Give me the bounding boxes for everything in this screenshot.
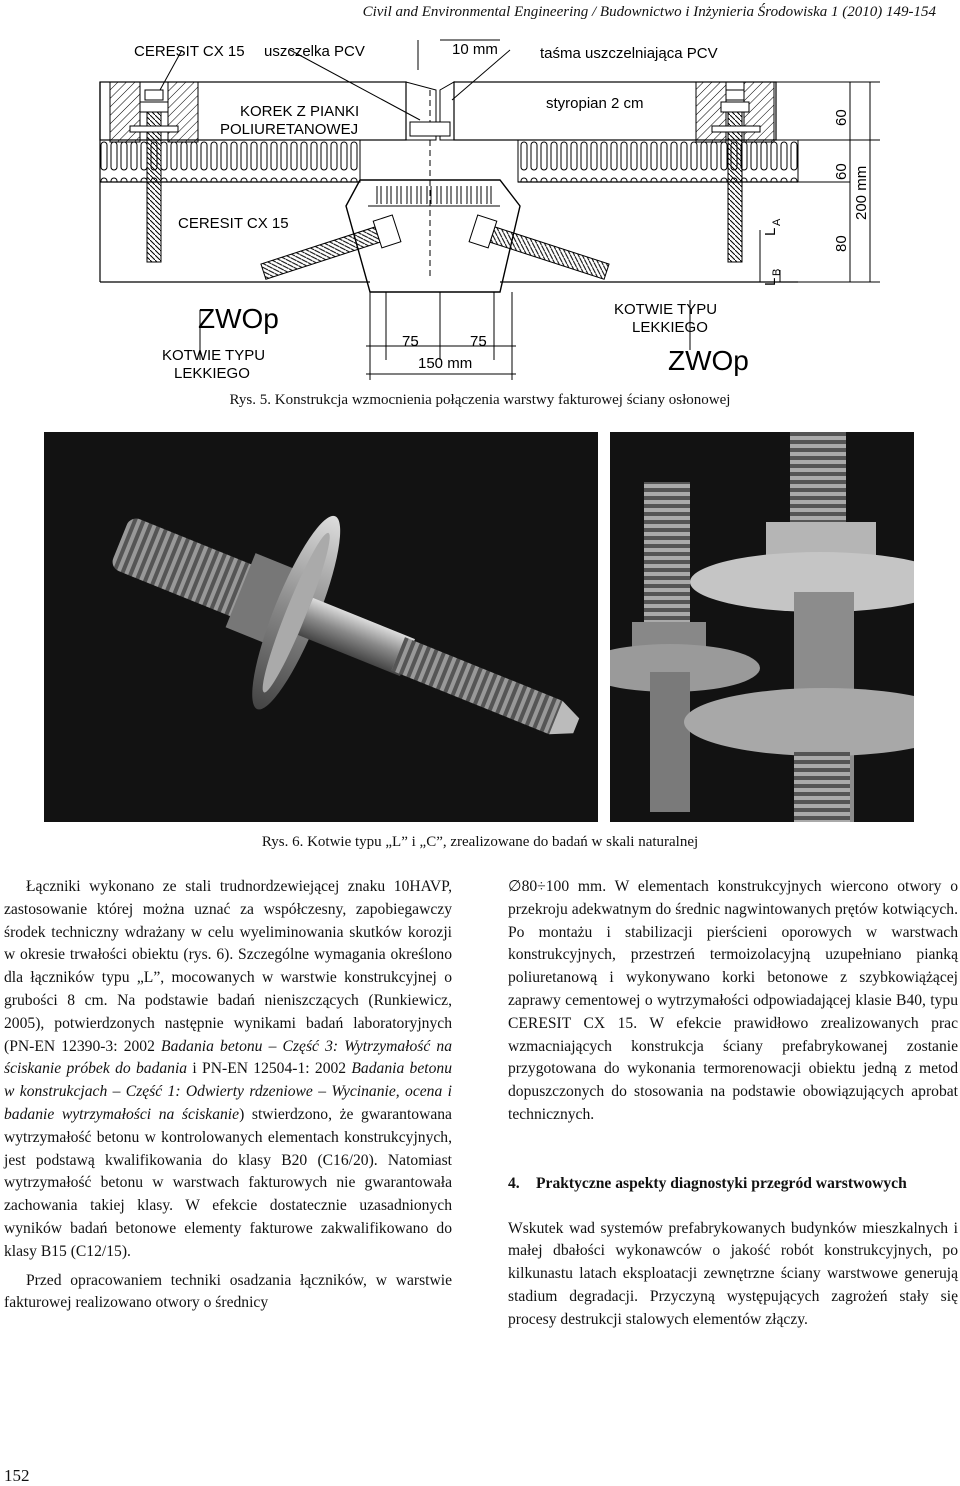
label-kotwie-right-1: KOTWIE TYPU [614, 301, 718, 318]
label-styropian: styropian 2 cm [546, 95, 644, 112]
photo-anchor-l [44, 432, 598, 822]
label-korek-2: POLIURETANOWEJ [220, 121, 359, 138]
section-number: 4. [508, 1174, 520, 1192]
figure-6-caption: Rys. 6. Kotwie typu „L” i „C”, zrealizowane do badań w skali naturalnej [261, 834, 699, 850]
label-la: L [762, 227, 779, 236]
label-kotwie-left-2: LEKKIEGO [174, 365, 250, 382]
label-ceresit-mid: CERESIT CX 15 [178, 215, 289, 232]
page-number: 152 [4, 1466, 30, 1485]
label-zwop-left: ZWOp [198, 303, 279, 334]
right-paragraph-2: Wskutek wad systemów prefabrykowanych budynków mieszkalnych i małej dbałości wykonawców o jakość robót konstrukcyjnych, po kilkunastu latach eksploatacji zewnętrzne ściany warstwowe generują stadium degradacji. Przyczyną występujących zagrożeń stały się procesy destrukcji stalowych elementów złączy. [508, 1219, 958, 1328]
label-dim-75a: 75 [402, 333, 419, 350]
label-zwop-right: ZWOp [668, 345, 749, 376]
label-gap: 10 mm [452, 41, 498, 58]
label-dim-80: 80 [833, 235, 850, 252]
label-kotwie-right-2: LEKKIEGO [632, 319, 708, 336]
label-lb: L [762, 277, 779, 286]
label-dim-150: 150 mm [418, 355, 473, 372]
figure-5-caption: Rys. 5. Konstrukcja wzmocnienia połączenia warstwy fakturowej ściany osłonowej [229, 392, 731, 408]
figure-5-drawing [0, 30, 960, 390]
left-paragraph-2: Przed opracowaniem techniki osadzania łączników, w warstwie fakturowej realizowano otwory o średnicy [4, 1271, 452, 1312]
right-paragraph-1: ∅80÷100 mm. W elementach konstrukcyjnych wiercono otwory o przekroju adekwatnym do średnic nagwintowanych prętów kotwiących. Po montażu i stabilizacji pierścieni oporowych w warstwach konstrukcyjnych, przestrzeń termoizolacyjną uzupełniano pianką poliuretanową i wykonywano korki betonowe z szybkowiążącej zaprawy cementowej o wytrzymałości odpowiadającej klasie B40, typu CERESIT CX 15. W efekcie prawidłowo zrealizowanych prac wzmacniających konstrukcja ściany prefabrykowanej zostanie przygotowana do wykonania termorenowacji obiektu jedną z metod dopuszczonych do stosowania na podstawie obowiązujących aprobat technicznych. [508, 878, 958, 1123]
section-heading [508, 1173, 958, 1196]
section-title: Praktyczne aspekty diagnostyki przegród warstwowych [536, 1174, 907, 1192]
label-dim-60b: 60 [833, 163, 850, 180]
label-dim-200: 200 mm [853, 165, 870, 220]
label-uszczelka: uszczelka PCV [264, 43, 365, 60]
label-ceresit-top: CERESIT CX 15 [134, 43, 245, 60]
journal-header: Civil and Environmental Engineering / Budownictwo i Inżynieria Środowiska 1 (2010) 149-154 [362, 4, 936, 20]
label-tasma: taśma uszczelniająca PCV [540, 45, 718, 62]
label-dim-60a: 60 [833, 109, 850, 126]
label-la-sub: A [771, 218, 783, 226]
left-column [4, 876, 452, 1315]
label-kotwie-left-1: KOTWIE TYPU [162, 347, 266, 364]
right-column [508, 876, 958, 1332]
label-lb-sub: B [771, 268, 783, 276]
label-dim-75b: 75 [470, 333, 487, 350]
left-paragraph-1: Łączniki wykonano ze stali trudnordzewiejącej znaku 10HAVP, zastosowanie której można uznać za współczesny, zapobiegawczy środek techniczny wdrażany w celu wyeliminowania skutków korozji w okresie trwałości obiektu (rys. 6). Szczególne wymagania określono dla łączników typu „L”, mocowanych w warstwie konstrukcyjnej o grubości 8 cm. Na podstawie badań nieniszczących (Runkiewicz, 2005), potwierdzonych następnie wynikami badań laboratoryjnych (PN-EN 12390-3: 2002 Badania betonu – Część 3: Wytrzymałość na ściskanie próbek do badania i PN-EN 12504-1: 2002 Badania betonu w konstrukcjach – Część 1: Odwierty rdzeniowe – Wycinanie, ocena i badanie wytrzymałości na ściskanie) stwierdzono, że gwarantowana wytrzymałość betonu w kontrolowanych elementach konstrukcyjnych, jest podstawą kwalifikowania do klasy B20 (C16/20). Natomiast wytrzymałość betonu w warstwach fakturowych nie gwarantowała zachowania takiej klasy. W efekcie dostatecznie uzasadnionych wyników badań betonowe elementy fakturowe zakwalifikowano do klasy B15 (C12/15). [4, 878, 453, 1260]
photo-anchor-c [610, 432, 914, 822]
label-korek-1: KOREK Z PIANKI [240, 103, 360, 120]
